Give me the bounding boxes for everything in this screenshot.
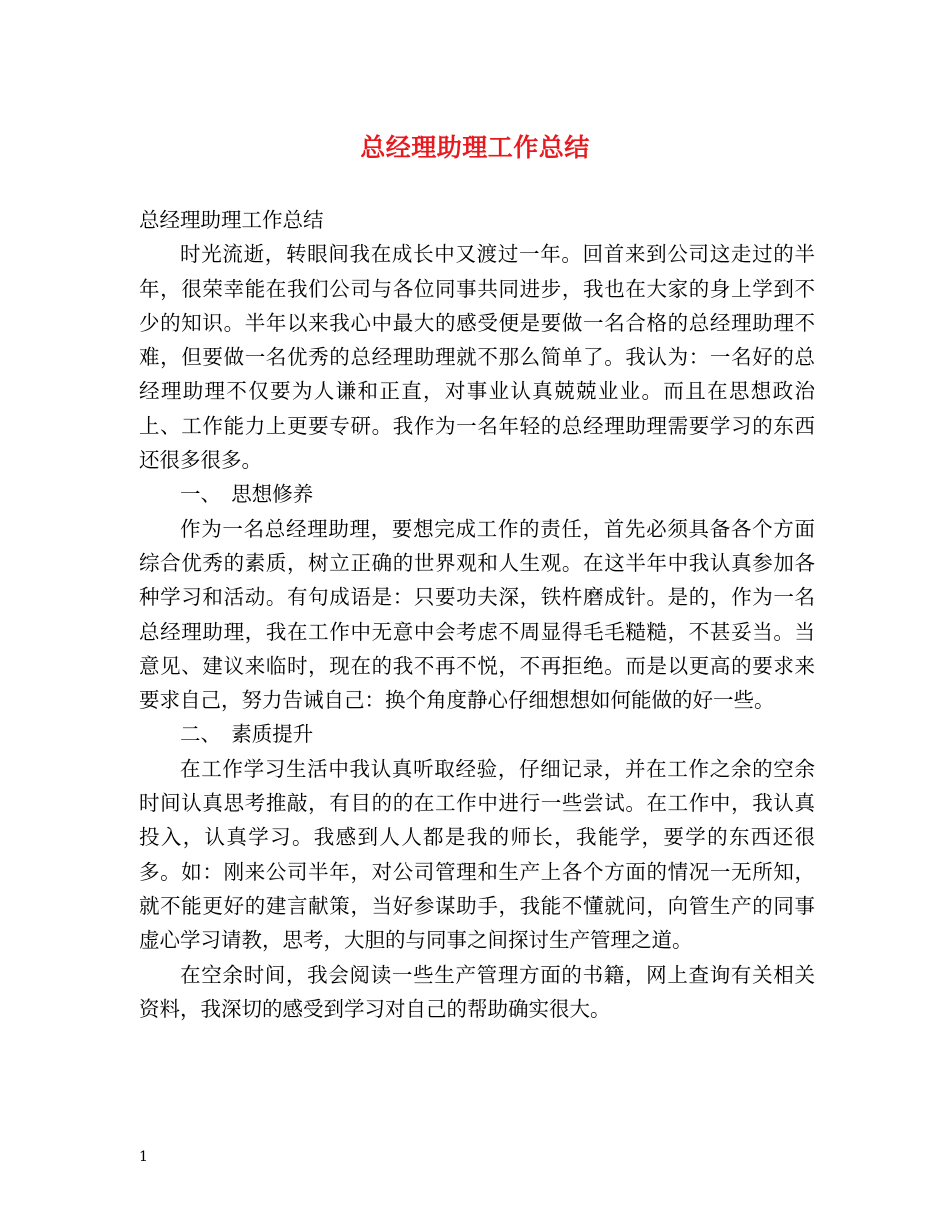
body-paragraph-closing: 在空余时间，我会阅读一些生产管理方面的书籍，网上查询有关相关资料，我深切的感受到学习对自己的帮助确实很大。 — [139, 962, 815, 1021]
body-subtitle: 总经理助理工作总结 — [139, 208, 324, 232]
body-paragraph-intro: 时光流逝，转眼间我在成长中又渡过一年。回首来到公司这走过的半年，很荣幸能在我们公司与各位同事共同进步，我也在大家的身上学到不少的知识。半年以来我心中最大的感受便是要做一名合格的总经理助理不难，但要做一名优秀的总经理助理就不那么简单了。我认为：一名好的总经理助理不仅要为人谦和正直，对事业认真兢兢业业。而且在思想政治上、工作能力上更要专研。我作为一名年轻的总经理助理需要学习的东西还很多很多。 — [139, 242, 815, 473]
section-heading-2: 二、 素质提升 — [180, 722, 314, 747]
page-number: 1 — [139, 1149, 148, 1165]
document-body — [139, 203, 815, 1026]
document-title: 总经理助理工作总结 — [360, 133, 590, 162]
body-paragraph-section-2: 在工作学习生活中我认真听取经验，仔细记录，并在工作之余的空余时间认真思考推敲，有目的的在工作中进行一些尝试。在工作中，我认真投入，认真学习。我感到人人都是我的师长，我能学，要学的东西还很多。如：刚来公司半年，对公司管理和生产上各个方面的情况一无所知，就不能更好的建言献策，当好参谋助手，我能不懂就问，向管生产的同事虚心学习请教，思考，大胆的与同事之间探讨生产管理之道。 — [139, 756, 815, 953]
body-paragraph-section-1: 作为一名总经理助理，要想完成工作的责任，首先必须具备各个方面综合优秀的素质，树立正确的世界观和人生观。在这半年中我认真参加各种学习和活动。有句成语是：只要功夫深，铁杵磨成针。是的，作为一名总经理助理，我在工作中无意中会考虑不周显得毛毛糙糙，不甚妥当。当意见、建议来临时，现在的我不再不悦，不再拒绝。而是以更高的要求来要求自己，努力告诫自己：换个角度静心仔细想想如何能做的好一些。 — [139, 516, 815, 713]
section-heading-1: 一、 思想修养 — [180, 482, 314, 507]
